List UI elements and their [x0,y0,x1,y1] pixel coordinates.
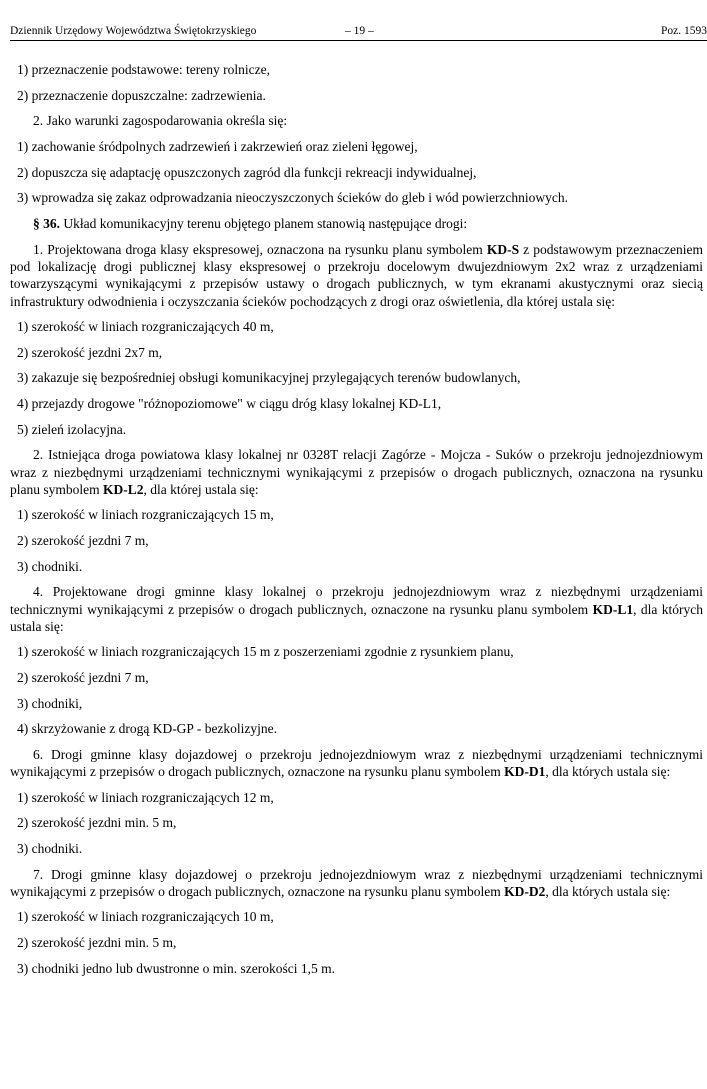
section-text: Układ komunikacyjny terenu objętego planem stanowią następujące drogi: [60,216,468,232]
point-heading: 2. Jako warunki zagospodarowania określa się: [33,113,288,129]
journal-title: Dziennik Urzędowy Województwa Świętokrzyskiego [10,25,257,37]
list-item: 1) szerokość w liniach rozgraniczających 15 m z poszerzeniami zgodnie z rysunkiem planu, [17,644,514,660]
list-item: 1) szerokość w liniach rozgraniczających 40 m, [17,319,274,334]
road-symbol: KD-D1 [504,764,546,780]
paragraph-2 [10,446,703,498]
paragraph-text: , dla której ustala się: [143,482,259,498]
page-header [10,22,707,41]
list-item: 2) szerokość jezdni 7 m, [17,669,149,685]
paragraph-1 [10,241,703,310]
road-symbol: KD-S [486,241,520,257]
list-item: 3) wprowadza się zakaz odprowadzania nieoczyszczonych ścieków do gleb i wód powierzchniowych. [17,190,569,206]
list-item: 2) dopuszcza się adaptację opuszczonych zagród dla funkcji rekreacji indywidualnej, [17,164,477,180]
paragraph-6 [10,746,703,781]
page-number: – 19 – [345,25,374,37]
list-item: 2) przeznaczenie dopuszczalne: zadrzewienia. [17,87,266,103]
list-item: 4) przejazdy drogowe "różnopoziomowe" w ciągu dróg klasy lokalnej KD-L1, [17,396,442,412]
list-item: 3) chodniki, [17,695,83,711]
paragraph-7 [10,866,703,901]
paragraph-4 [10,583,703,635]
list-item: 4) skrzyżowanie z drogą KD-GP - bezkolizyjne. [17,721,278,737]
paragraph-text: 4. Projektowane drogi gminne klasy lokalnej o przekroju jednojezdniowym wraz z niezbędnymi urządzeniami technicznymi wynikającymi z przepisów o drogach publicznych, oznaczone na rysunku planu symbolem [10,584,703,617]
section-label: § 36. [33,216,60,232]
paragraph-text: 7. Drogi gminne klasy dojazdowej o przekroju jednojezdniowym wraz z niezbędnymi urządzeniami technicznymi wynikającymi z przepisów o drogach publicznych, oznaczone na rysunku planu symbolem [10,866,703,899]
list-item: 3) chodniki. [17,841,83,856]
road-symbol: KD-D2 [504,883,546,899]
list-item: 3) chodniki jedno lub dwustronne o min. szerokości 1,5 m. [17,960,335,976]
list-item: 1) zachowanie śródpolnych zadrzewień i zakrzewień oraz zieleni łęgowej, [17,139,418,155]
list-item: 2) szerokość jezdni min. 5 m, [17,815,177,831]
paragraph-text: , dla których ustala się: [545,883,671,899]
paragraph-text: 6. Drogi gminne klasy dojazdowej o przekroju jednojezdniowym wraz z niezbędnymi urządzeniami technicznymi wynikającymi z przepisów o drogach publicznych, oznaczone na rysunku planu symbolem [10,747,703,780]
list-item: 1) szerokość w liniach rozgraniczających 15 m, [17,507,274,523]
paragraph-text: 1. Projektowana droga klasy ekspresowej, oznaczona na rysunku planu symbolem [33,241,487,257]
paragraph-text: 2. Istniejąca droga powiatowa klasy lokalnej nr 0328T relacji Zagórze - Mojcza - Suków o przekroju jednojezdniowym wraz z niezbędnymi urządzeniami technicznymi wynikającymi z przepisów o drogach publicznych, oznaczona na rysunku planu symbolem [10,447,703,498]
list-item: 3) chodniki. [17,558,83,574]
section-heading [10,211,703,237]
paragraph-text: , dla których ustala się: [10,601,703,634]
list-item: 1) szerokość w liniach rozgraniczających 12 m, [17,789,274,805]
list-item: 1) przeznaczenie podstawowe: tereny rolnicze, [17,62,270,77]
list-item: 3) zakazuje się bezpośredniej obsługi komunikacyjnej przylegających terenów budowlanych, [17,370,521,386]
road-symbol: KD-L1 [592,601,634,617]
road-symbol: KD-L2 [103,482,144,498]
paragraph-text: z podstawowym przeznaczeniem pod lokalizację drogi publicznej klasy ekspresowej o przekroju docelowym dwujezdniowym 2x2 wraz z urządzeniami towarzyszącymi wynikającymi z przepisów ustawy o drogach publicznych, w tym ekranami akustycznymi oraz siecią infrastruktury odwodnienia i oczyszczania ścieków pochodzących z drogi oraz oświetlenia, dla której ustala się: [10,241,703,309]
list-item: 2) szerokość jezdni 2x7 m, [17,344,163,360]
position-number: Poz. 1593 [661,25,707,37]
paragraph-text: , dla których ustala się: [545,764,671,780]
document-body [10,57,703,981]
list-item: 2) szerokość jezdni 7 m, [17,533,149,549]
list-item: 5) zieleń izolacyjna. [17,421,127,437]
list-item: 2) szerokość jezdni min. 5 m, [17,934,177,950]
list-item: 1) szerokość w liniach rozgraniczających 10 m, [17,909,274,925]
